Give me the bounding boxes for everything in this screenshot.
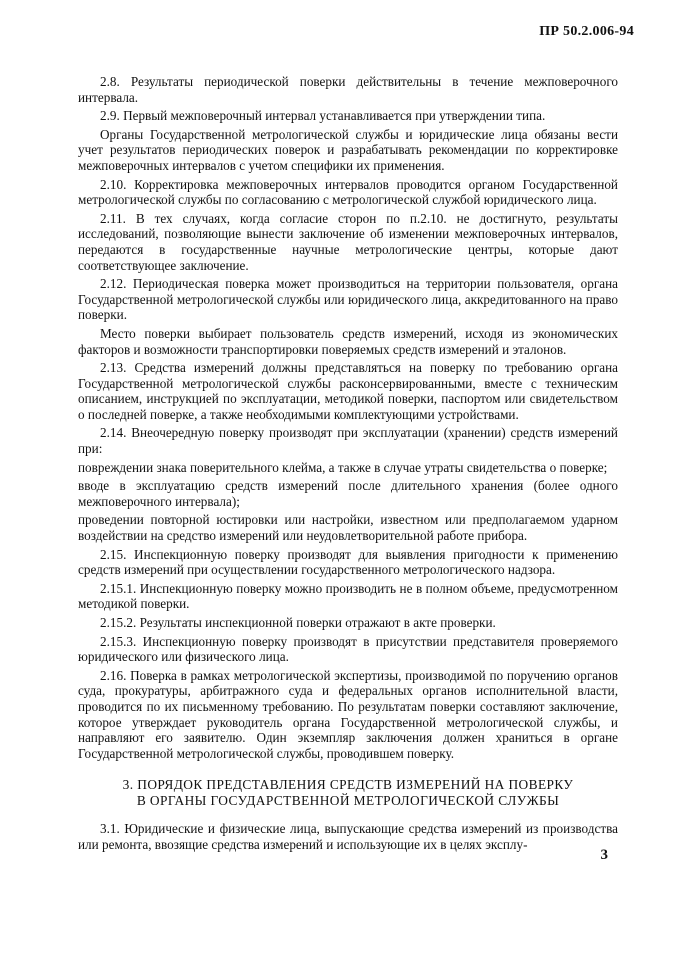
document-body: [78, 74, 618, 856]
paragraph-2-15-2: 2.15.2. Результаты инспекционной поверки отражают в акте проверки.: [100, 615, 496, 630]
list-item: повреждении знака поверительного клейма, а также в случае утраты свидетельства о поверке;: [78, 459, 608, 475]
paragraph-2-15: 2.15. Инспекционную поверку производят для выявления пригодности к применению средств измерений при осуществлении государственного метрологического надзора.: [78, 546, 618, 578]
paragraph-2-16: 2.16. Поверка в рамках метрологической экспертизы, производимой по поручению органов суда, прокуратуры, арбитражного суда и федеральных органов исполнительной власти, проводится по их письменному требованию. По результатам поверки составляют заключение, которое утверждает руководитель органа Государственной метрологической службы, и направляют его заявителю. Один экземпляр заключения должен храниться в органе Государственной метрологической службы, проводившем поверку.: [78, 667, 618, 761]
paragraph-2-14: 2.14. Внеочередную поверку производят при эксплуатации (хранении) средств измерений при:: [78, 425, 618, 457]
paragraph-2-9-cont: Органы Государственной метрологической службы и юридические лица обязаны вести учет результатов периодических поверок и разрабатывать рекомендации по корректировке межповерочных интервалов с учетом специфики их применения.: [78, 126, 618, 173]
paragraph-2-15-3: 2.15.3. Инспекционную поверку производят в присутствии представителя проверяемого юридического или физического лица.: [78, 633, 618, 665]
paragraph-2-10: 2.10. Корректировка межповерочных интервалов проводится органом Государственной метрологической службы по согласованию с метрологической службой юридического лица.: [78, 176, 618, 208]
paragraph-2-8: 2.8. Результаты периодической поверки действительны в течение межповерочного интервала.: [78, 74, 618, 105]
list-item: вводе в эксплуатацию средств измерений после длительного хранения (более одного межповерочного интервала);: [78, 478, 618, 509]
document-id-header: ПР 50.2.006-94: [539, 24, 634, 39]
paragraph-2-11: 2.11. В тех случаях, когда согласие сторон по п.2.10. не достигнуто, результаты исследований, позволяющие вынести заключение об изменении межповерочных интервалов, передаются в государственные научные метрологические центры, которые дают соответствующее заключение.: [78, 210, 618, 273]
page-number: 3: [600, 847, 608, 863]
section-3-title-line2: В ОРГАНЫ ГОСУДАРСТВЕННОЙ МЕТРОЛОГИЧЕСКОЙ СЛУЖБЫ: [136, 793, 560, 809]
paragraph-2-12-cont: Место поверки выбирает пользователь средств измерений, исходя из экономических факторов и возможности транспортировки поверяемых средств измерений и эталонов.: [78, 325, 618, 357]
list-item: проведении повторной юстировки или настройки, известном или предполагаемом ударном воздействии на средство измерений или неудовлетворительной работе прибора.: [78, 512, 618, 544]
section-3-title-line1: 3. ПОРЯДОК ПРЕДСТАВЛЕНИЯ СРЕДСТВ ИЗМЕРЕНИЙ НА ПОВЕРКУ: [122, 777, 574, 793]
section-3-title: [78, 777, 618, 809]
paragraph-2-12: 2.12. Периодическая поверка может производиться на территории пользователя, органа Государственной метрологической службы или юридического лица, аккредитованного на право поверки.: [78, 276, 618, 323]
paragraph-2-9: 2.9. Первый межповерочный интервал устанавливается при утверждении типа.: [100, 108, 546, 124]
paragraph-2-13: 2.13. Средства измерений должны представляться на поверку по требованию органа Государственной метрологической службы расконсервированными, вместе с техническим описанием, инструкцией по эксплуатации, методикой поверки, паспортом или свидетельством о последней поверке, а также необходимыми комплектующими устройствами.: [78, 360, 618, 422]
paragraph-2-15-1: 2.15.1. Инспекционную поверку можно производить не в полном объеме, предусмотренном методикой поверки.: [78, 580, 618, 612]
paragraph-3-1: 3.1. Юридические и физические лица, выпускающие средства измерений из производства или ремонта, ввозящие средства измерений и использующие их в целях эксплу-: [78, 821, 618, 852]
